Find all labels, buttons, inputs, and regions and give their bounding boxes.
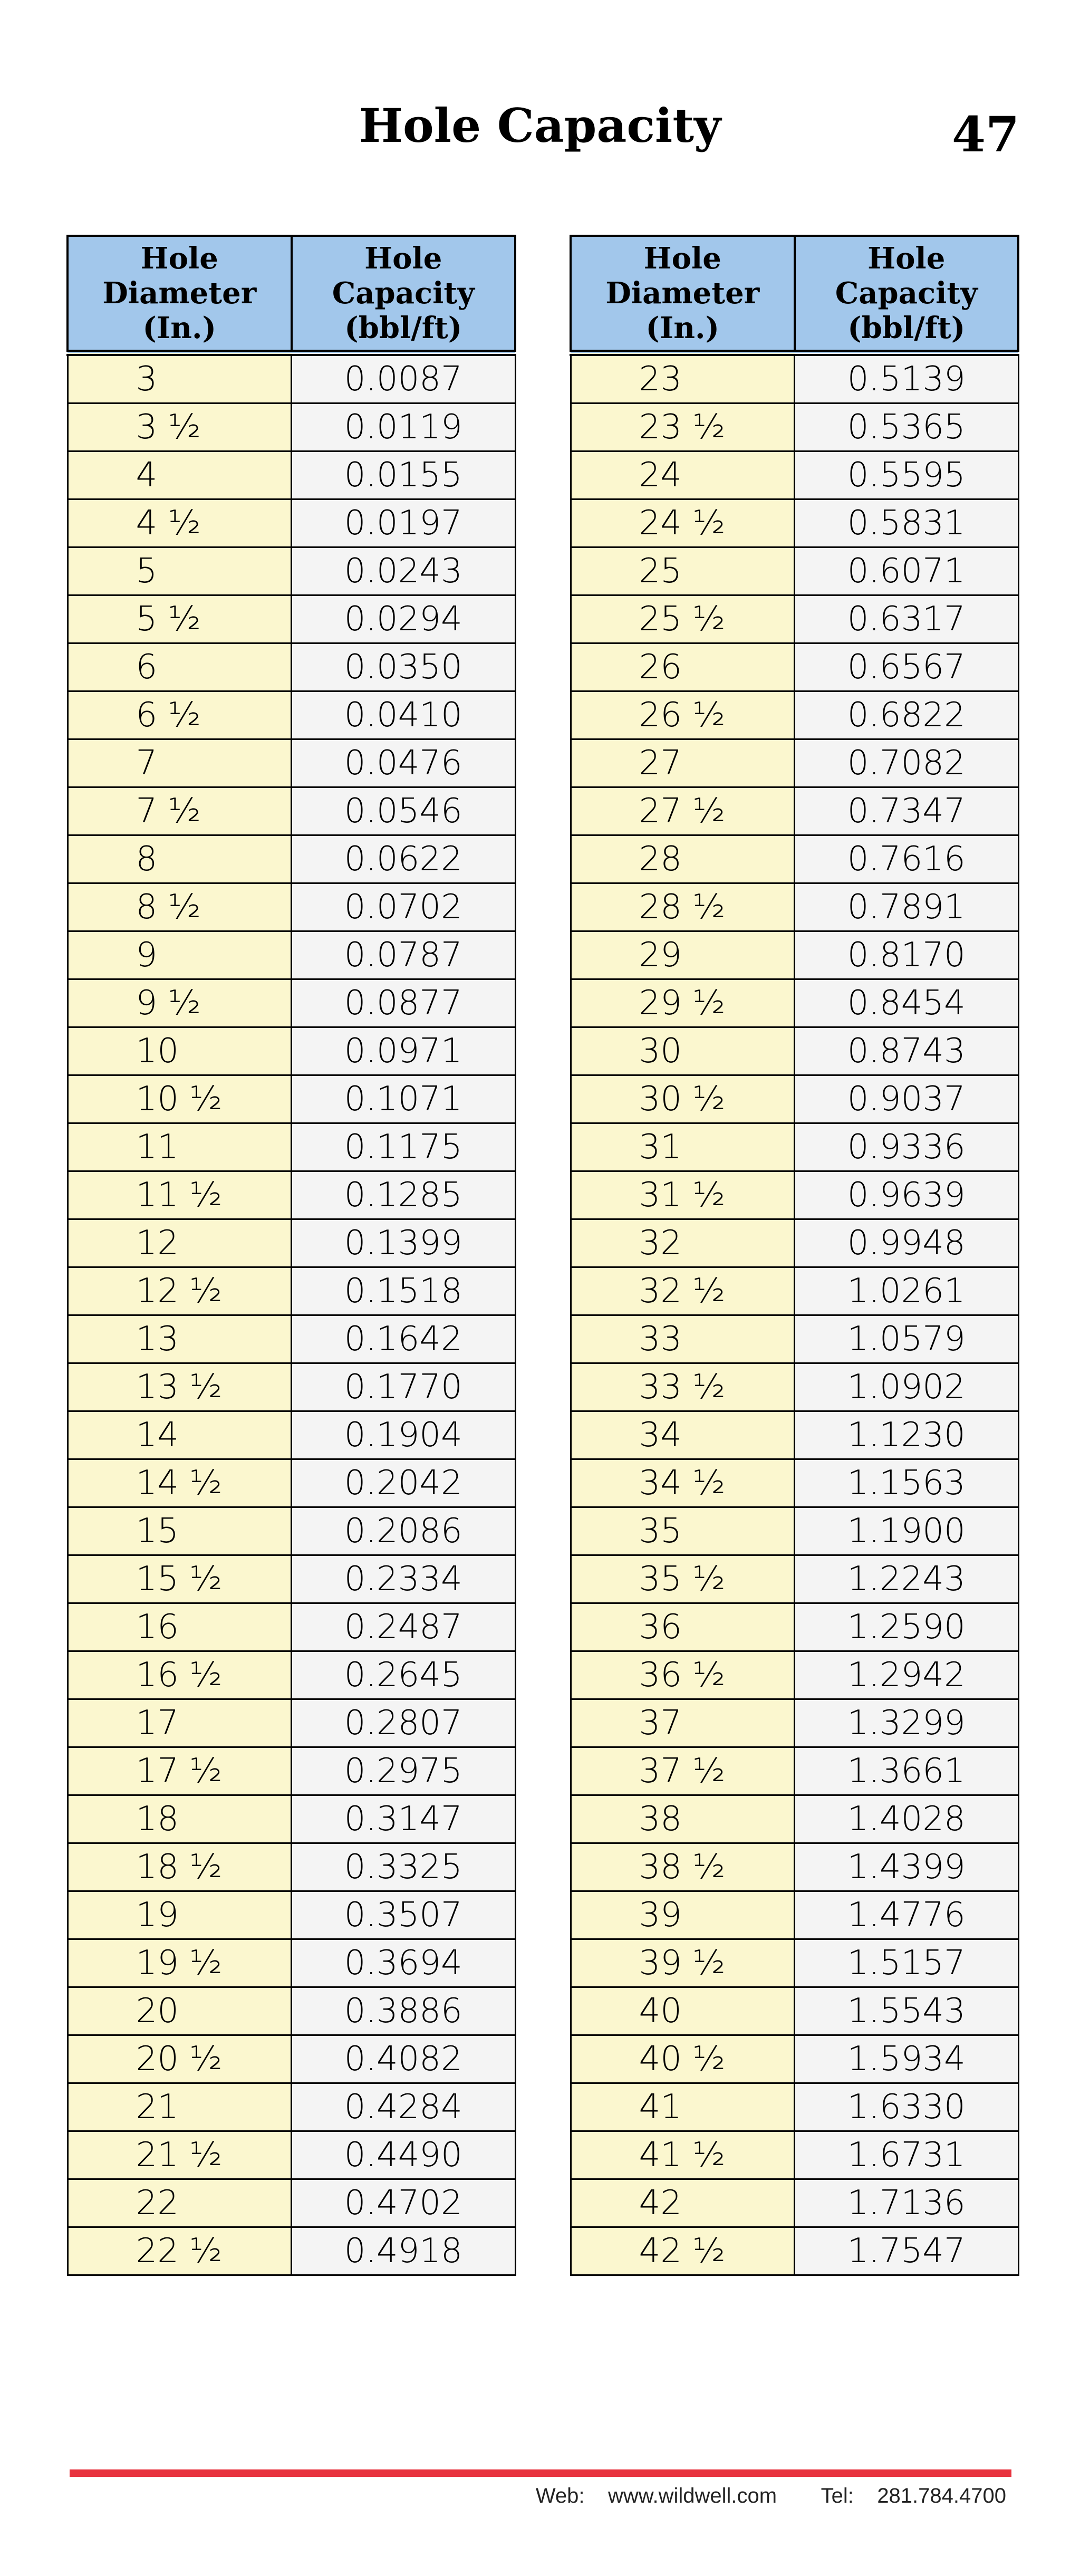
hole-capacity-cell: 1.2942	[795, 1651, 1019, 1699]
table-row	[571, 691, 1018, 739]
hole-capacity-cell: 0.2487	[292, 1603, 516, 1651]
capacity-table	[66, 235, 516, 2276]
hole-capacity-cell: 1.0579	[795, 1315, 1019, 1363]
table-row	[68, 2131, 515, 2179]
hole-diameter-cell: 38 ½	[571, 1843, 795, 1891]
table-row	[68, 1939, 515, 1987]
hole-capacity-cell: 0.1175	[292, 1123, 516, 1171]
hole-capacity-cell: 1.7136	[795, 2179, 1019, 2227]
hole-diameter-cell: 37 ½	[571, 1747, 795, 1795]
hole-diameter-cell: 18 ½	[68, 1843, 292, 1891]
hole-capacity-cell: 0.6071	[795, 547, 1019, 595]
hole-diameter-cell: 40 ½	[571, 2035, 795, 2083]
hole-capacity-cell: 0.1904	[292, 1411, 516, 1459]
hole-capacity-cell: 1.5934	[795, 2035, 1019, 2083]
hole-capacity-cell: 0.0410	[292, 691, 516, 739]
hole-capacity-cell: 0.9948	[795, 1219, 1019, 1267]
table-row	[68, 1315, 515, 1363]
hole-diameter-cell: 9 ½	[68, 979, 292, 1027]
hole-capacity-cell: 0.2645	[292, 1651, 516, 1699]
hole-capacity-cell: 0.0350	[292, 643, 516, 691]
hole-capacity-cell: 0.3325	[292, 1843, 516, 1891]
hole-diameter-cell: 20 ½	[68, 2035, 292, 2083]
hole-diameter-cell: 15 ½	[68, 1555, 292, 1603]
hole-diameter-cell: 22 ½	[68, 2227, 292, 2275]
table-row	[571, 1939, 1018, 1987]
table-row	[68, 1267, 515, 1315]
hole-capacity-cell: 0.2975	[292, 1747, 516, 1795]
hole-capacity-cell: 0.7616	[795, 835, 1019, 883]
table-row	[571, 2131, 1018, 2179]
hole-diameter-cell: 35 ½	[571, 1555, 795, 1603]
hole-diameter-cell: 29	[571, 931, 795, 979]
hole-diameter-cell: 30 ½	[571, 1075, 795, 1123]
table-row	[68, 2179, 515, 2227]
hole-capacity-cell: 0.0476	[292, 739, 516, 787]
hole-diameter-cell: 23 ½	[571, 403, 795, 451]
hole-capacity-cell: 1.5157	[795, 1939, 1019, 1987]
hole-diameter-cell: 13	[68, 1315, 292, 1363]
table-row	[571, 643, 1018, 691]
hole-capacity-cell: 0.4918	[292, 2227, 516, 2275]
hole-diameter-cell: 25	[571, 547, 795, 595]
table-row	[68, 1747, 515, 1795]
table-row	[571, 595, 1018, 643]
header-hole-capacity: Hole Capacity (bbl/ft)	[795, 236, 1019, 353]
hole-diameter-cell: 41 ½	[571, 2131, 795, 2179]
hole-capacity-cell: 0.4702	[292, 2179, 516, 2227]
table-row	[571, 403, 1018, 451]
hole-diameter-cell: 5 ½	[68, 595, 292, 643]
hole-diameter-cell: 16 ½	[68, 1651, 292, 1699]
hole-diameter-cell: 10 ½	[68, 1075, 292, 1123]
table-row	[571, 1795, 1018, 1843]
hole-capacity-cell: 0.7082	[795, 739, 1019, 787]
table-row	[68, 1219, 515, 1267]
hole-capacity-cell: 1.4399	[795, 1843, 1019, 1891]
hole-diameter-cell: 3 ½	[68, 403, 292, 451]
table-row	[571, 1411, 1018, 1459]
footer-divider	[70, 2469, 1011, 2477]
table-row	[68, 2083, 515, 2131]
hole-diameter-cell: 26	[571, 643, 795, 691]
hole-diameter-cell: 11	[68, 1123, 292, 1171]
table-row	[571, 1315, 1018, 1363]
hole-diameter-cell: 6	[68, 643, 292, 691]
hole-diameter-cell: 27	[571, 739, 795, 787]
hole-diameter-cell: 7 ½	[68, 787, 292, 835]
hole-capacity-cell: 0.2807	[292, 1699, 516, 1747]
page-number: 47	[951, 106, 1019, 163]
table-row	[571, 979, 1018, 1027]
hole-diameter-cell: 12	[68, 1219, 292, 1267]
hole-diameter-cell: 20	[68, 1987, 292, 2035]
table-row	[571, 883, 1018, 931]
hole-capacity-cell: 0.8454	[795, 979, 1019, 1027]
hole-capacity-cell: 1.1563	[795, 1459, 1019, 1507]
hole-capacity-cell: 0.8743	[795, 1027, 1019, 1075]
hole-diameter-cell: 30	[571, 1027, 795, 1075]
table-row	[571, 353, 1018, 403]
hole-capacity-cell: 1.6731	[795, 2131, 1019, 2179]
hole-capacity-cell: 1.2590	[795, 1603, 1019, 1651]
table-row	[68, 1651, 515, 1699]
hole-capacity-cell: 1.5543	[795, 1987, 1019, 2035]
hole-capacity-cell: 0.3507	[292, 1891, 516, 1939]
table-row	[571, 1507, 1018, 1555]
hole-capacity-cell: 0.1518	[292, 1267, 516, 1315]
hole-diameter-cell: 23	[571, 353, 795, 403]
table-row	[571, 1987, 1018, 2035]
hole-capacity-cell: 1.6330	[795, 2083, 1019, 2131]
hole-diameter-cell: 4	[68, 451, 292, 499]
hole-capacity-cell: 0.2086	[292, 1507, 516, 1555]
hole-diameter-cell: 21	[68, 2083, 292, 2131]
table-row	[68, 2035, 515, 2083]
hole-diameter-cell: 33 ½	[571, 1363, 795, 1411]
footer-web-link[interactable]: www.wildwell.com	[608, 2484, 777, 2507]
hole-diameter-cell: 7	[68, 739, 292, 787]
hole-diameter-cell: 37	[571, 1699, 795, 1747]
hole-diameter-cell: 3	[68, 353, 292, 403]
header-hole-diameter: Hole Diameter (In.)	[68, 236, 292, 353]
table-row	[571, 931, 1018, 979]
capacity-table-left	[66, 235, 516, 2276]
hole-diameter-cell: 42	[571, 2179, 795, 2227]
hole-diameter-cell: 39	[571, 1891, 795, 1939]
hole-capacity-cell: 0.0155	[292, 451, 516, 499]
hole-capacity-cell: 0.5365	[795, 403, 1019, 451]
hole-capacity-cell: 0.6317	[795, 595, 1019, 643]
table-row	[68, 353, 515, 403]
hole-capacity-cell: 0.4490	[292, 2131, 516, 2179]
hole-diameter-cell: 32	[571, 1219, 795, 1267]
hole-capacity-cell: 1.4776	[795, 1891, 1019, 1939]
hole-capacity-cell: 0.0294	[292, 595, 516, 643]
hole-diameter-cell: 24	[571, 451, 795, 499]
table-row	[68, 1363, 515, 1411]
hole-diameter-cell: 18	[68, 1795, 292, 1843]
table-row	[571, 739, 1018, 787]
table-row	[571, 1459, 1018, 1507]
hole-capacity-cell: 0.8170	[795, 931, 1019, 979]
table-row	[571, 1843, 1018, 1891]
hole-diameter-cell: 36 ½	[571, 1651, 795, 1699]
hole-capacity-cell: 0.9336	[795, 1123, 1019, 1171]
table-row	[68, 1459, 515, 1507]
page-title: Hole Capacity	[359, 98, 721, 153]
table-row	[571, 499, 1018, 547]
table-row	[571, 2227, 1018, 2275]
hole-diameter-cell: 5	[68, 547, 292, 595]
table-row	[68, 1603, 515, 1651]
hole-capacity-cell: 0.6567	[795, 643, 1019, 691]
table-row	[68, 403, 515, 451]
table-row	[571, 1171, 1018, 1219]
hole-diameter-cell: 10	[68, 1027, 292, 1075]
hole-diameter-cell: 27 ½	[571, 787, 795, 835]
header-hole-capacity: Hole Capacity (bbl/ft)	[292, 236, 516, 353]
hole-capacity-cell: 1.4028	[795, 1795, 1019, 1843]
hole-capacity-cell: 0.0197	[292, 499, 516, 547]
table-row	[68, 931, 515, 979]
table-row	[68, 547, 515, 595]
hole-capacity-cell: 0.2042	[292, 1459, 516, 1507]
hole-diameter-cell: 34 ½	[571, 1459, 795, 1507]
table-row	[571, 2083, 1018, 2131]
table-row	[571, 787, 1018, 835]
hole-diameter-cell: 40	[571, 1987, 795, 2035]
capacity-table-right	[570, 235, 1019, 2276]
hole-capacity-cell: 0.6822	[795, 691, 1019, 739]
table-row	[571, 1603, 1018, 1651]
footer-contact	[536, 2479, 1006, 2513]
table-row	[571, 1651, 1018, 1699]
table-row	[571, 2179, 1018, 2227]
table-row	[571, 1219, 1018, 1267]
hole-diameter-cell: 35	[571, 1507, 795, 1555]
hole-capacity-cell: 0.0622	[292, 835, 516, 883]
hole-diameter-cell: 25 ½	[571, 595, 795, 643]
hole-capacity-cell: 0.0546	[292, 787, 516, 835]
hole-capacity-cell: 0.4082	[292, 2035, 516, 2083]
table-row	[571, 451, 1018, 499]
table-header-row	[571, 236, 1018, 353]
hole-diameter-cell: 32 ½	[571, 1267, 795, 1315]
hole-capacity-cell: 0.3147	[292, 1795, 516, 1843]
table-header-row	[68, 236, 515, 353]
table-row	[68, 1507, 515, 1555]
table-row	[571, 1075, 1018, 1123]
hole-capacity-cell: 0.2334	[292, 1555, 516, 1603]
table-row	[68, 451, 515, 499]
hole-capacity-cell: 1.7547	[795, 2227, 1019, 2275]
hole-capacity-cell: 0.5595	[795, 451, 1019, 499]
table-row	[68, 1027, 515, 1075]
table-row	[68, 883, 515, 931]
hole-diameter-cell: 19 ½	[68, 1939, 292, 1987]
hole-capacity-cell: 0.7347	[795, 787, 1019, 835]
hole-capacity-cell: 0.9639	[795, 1171, 1019, 1219]
hole-diameter-cell: 14 ½	[68, 1459, 292, 1507]
hole-diameter-cell: 22	[68, 2179, 292, 2227]
hole-diameter-cell: 17 ½	[68, 1747, 292, 1795]
hole-capacity-cell: 0.0243	[292, 547, 516, 595]
hole-diameter-cell: 33	[571, 1315, 795, 1363]
table-row	[571, 2035, 1018, 2083]
hole-capacity-cell: 0.3886	[292, 1987, 516, 2035]
hole-diameter-cell: 13 ½	[68, 1363, 292, 1411]
hole-capacity-cell: 1.3299	[795, 1699, 1019, 1747]
footer-web-label: Web:	[535, 2484, 585, 2507]
table-row	[68, 1075, 515, 1123]
hole-diameter-cell: 29 ½	[571, 979, 795, 1027]
table-row	[68, 1555, 515, 1603]
table-row	[68, 787, 515, 835]
hole-capacity-cell: 0.1770	[292, 1363, 516, 1411]
table-row	[571, 1027, 1018, 1075]
hole-diameter-cell: 31	[571, 1123, 795, 1171]
table-row	[68, 739, 515, 787]
hole-diameter-cell: 24 ½	[571, 499, 795, 547]
table-row	[571, 547, 1018, 595]
hole-diameter-cell: 34	[571, 1411, 795, 1459]
hole-capacity-cell: 0.0971	[292, 1027, 516, 1075]
table-row	[68, 643, 515, 691]
table-row	[571, 1123, 1018, 1171]
hole-capacity-cell: 1.1230	[795, 1411, 1019, 1459]
header-hole-diameter: Hole Diameter (In.)	[571, 236, 795, 353]
hole-capacity-cell: 0.1285	[292, 1171, 516, 1219]
hole-diameter-cell: 38	[571, 1795, 795, 1843]
table-row	[571, 1267, 1018, 1315]
hole-capacity-cell: 0.0702	[292, 883, 516, 931]
hole-capacity-cell: 1.1900	[795, 1507, 1019, 1555]
hole-diameter-cell: 4 ½	[68, 499, 292, 547]
table-row	[68, 2227, 515, 2275]
hole-capacity-cell: 0.0087	[292, 353, 516, 403]
table-row	[68, 1411, 515, 1459]
hole-capacity-cell: 1.2243	[795, 1555, 1019, 1603]
hole-capacity-cell: 0.0877	[292, 979, 516, 1027]
hole-diameter-cell: 9	[68, 931, 292, 979]
hole-capacity-cell: 0.1642	[292, 1315, 516, 1363]
hole-capacity-cell: 0.4284	[292, 2083, 516, 2131]
hole-diameter-cell: 39 ½	[571, 1939, 795, 1987]
hole-diameter-cell: 17	[68, 1699, 292, 1747]
table-row	[68, 835, 515, 883]
table-row	[68, 1123, 515, 1171]
hole-diameter-cell: 28	[571, 835, 795, 883]
table-row	[68, 1987, 515, 2035]
hole-diameter-cell: 8 ½	[68, 883, 292, 931]
table-row	[68, 595, 515, 643]
hole-capacity-cell: 0.1071	[292, 1075, 516, 1123]
footer-tel[interactable]: 281.784.4700	[877, 2484, 1006, 2507]
hole-diameter-cell: 12 ½	[68, 1267, 292, 1315]
hole-capacity-cell: 0.3694	[292, 1939, 516, 1987]
hole-diameter-cell: 41	[571, 2083, 795, 2131]
footer-tel-label: Tel:	[821, 2484, 854, 2507]
hole-diameter-cell: 16	[68, 1603, 292, 1651]
table-row	[571, 1891, 1018, 1939]
hole-diameter-cell: 21 ½	[68, 2131, 292, 2179]
hole-diameter-cell: 15	[68, 1507, 292, 1555]
hole-capacity-cell: 1.3661	[795, 1747, 1019, 1795]
table-row	[68, 1171, 515, 1219]
hole-capacity-cell: 0.5139	[795, 353, 1019, 403]
table-row	[68, 499, 515, 547]
hole-diameter-cell: 42 ½	[571, 2227, 795, 2275]
table-row	[68, 979, 515, 1027]
hole-diameter-cell: 19	[68, 1891, 292, 1939]
table-row	[68, 1795, 515, 1843]
table-row	[571, 835, 1018, 883]
hole-capacity-cell: 0.7891	[795, 883, 1019, 931]
hole-diameter-cell: 28 ½	[571, 883, 795, 931]
hole-capacity-cell: 0.1399	[292, 1219, 516, 1267]
table-row	[68, 1699, 515, 1747]
hole-capacity-cell: 0.5831	[795, 499, 1019, 547]
hole-diameter-cell: 6 ½	[68, 691, 292, 739]
table-row	[68, 1843, 515, 1891]
hole-diameter-cell: 36	[571, 1603, 795, 1651]
hole-diameter-cell: 14	[68, 1411, 292, 1459]
hole-diameter-cell: 26 ½	[571, 691, 795, 739]
table-row	[571, 1699, 1018, 1747]
table-row	[68, 1891, 515, 1939]
table-row	[571, 1555, 1018, 1603]
hole-diameter-cell: 11 ½	[68, 1171, 292, 1219]
table-row	[571, 1363, 1018, 1411]
table-row	[571, 1747, 1018, 1795]
hole-capacity-cell: 1.0902	[795, 1363, 1019, 1411]
hole-capacity-cell: 0.9037	[795, 1075, 1019, 1123]
hole-diameter-cell: 8	[68, 835, 292, 883]
hole-capacity-cell: 0.0787	[292, 931, 516, 979]
hole-capacity-cell: 1.0261	[795, 1267, 1019, 1315]
table-row	[68, 691, 515, 739]
hole-diameter-cell: 31 ½	[571, 1171, 795, 1219]
hole-capacity-cell: 0.0119	[292, 403, 516, 451]
capacity-table	[570, 235, 1019, 2276]
